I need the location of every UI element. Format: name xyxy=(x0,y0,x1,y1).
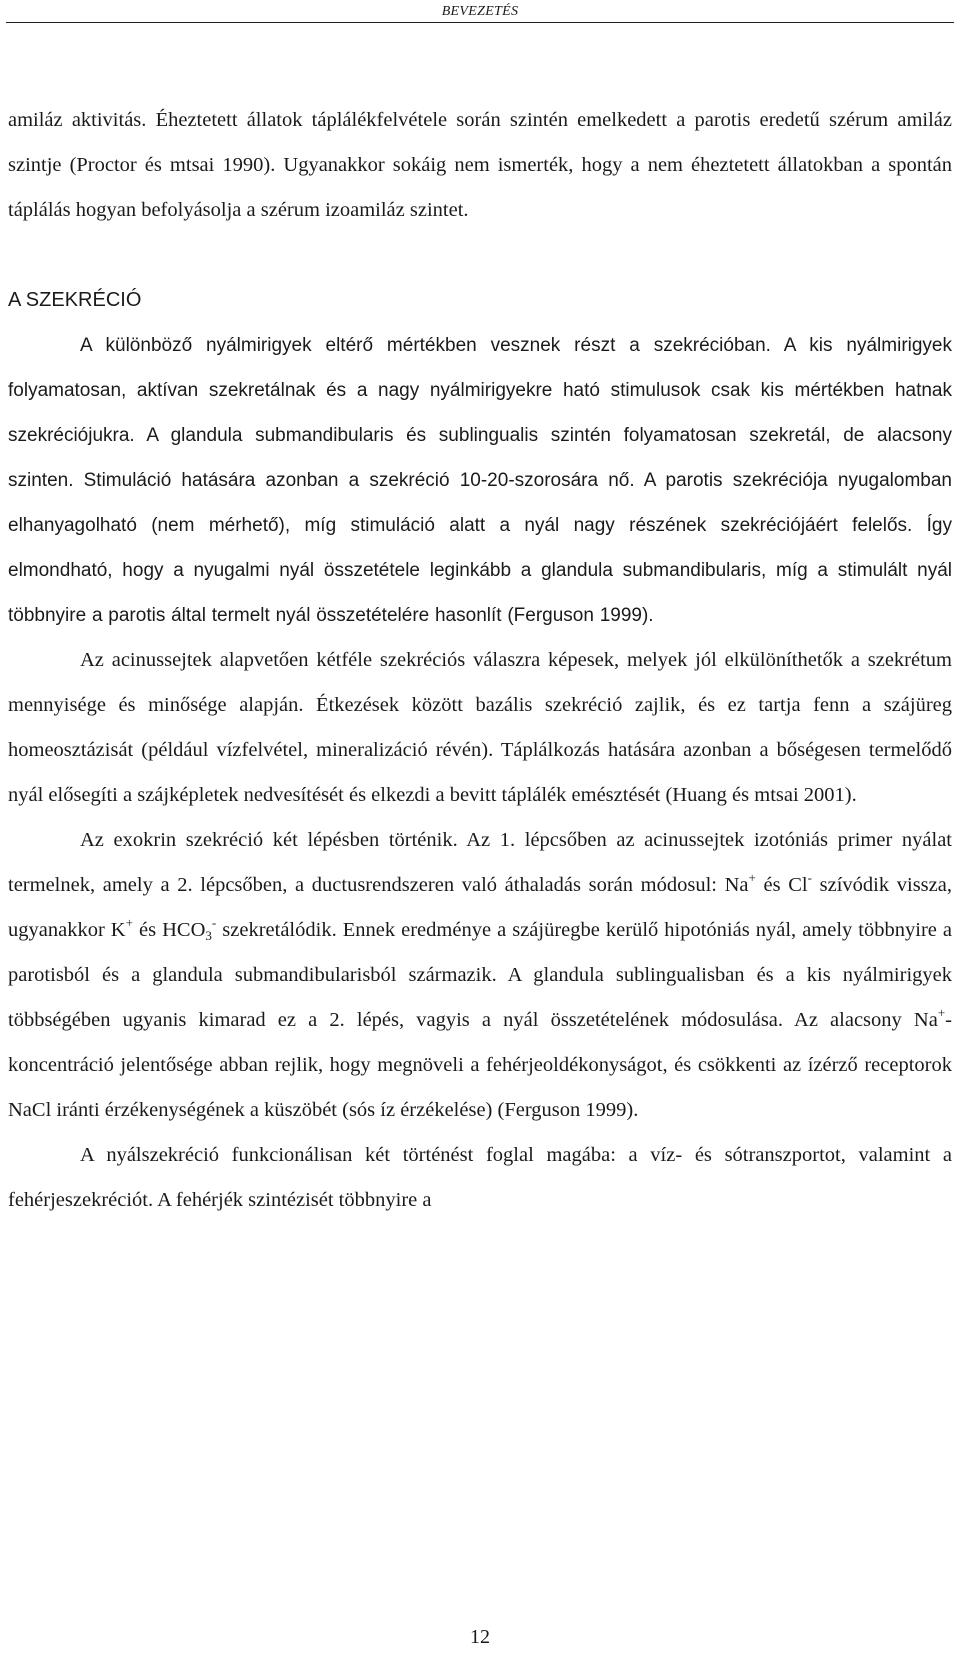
page-number: 12 xyxy=(470,1626,490,1648)
paragraph-exocrine-secretion xyxy=(8,818,952,1133)
paragraph-gland-secretion xyxy=(8,323,952,638)
section-heading: A SZEKRÉCIÓ xyxy=(8,289,142,311)
subscript-index: 3 xyxy=(205,927,212,943)
text-run: szekretálódik. Ennek eredménye a szájüregbe kerülő hipotóniás nyál, amely többnyire a parotisból és a glandula submandibularisból származik. A glandula sublingualisban és a kis nyálmirigyek többségében ugyanis kimarad ez a 2. lépés, vagyis a nyál összetételének módosulása. Az alacsony Na xyxy=(8,919,953,1031)
paragraph-gland-secretion-text: A különböző nyálmirigyek eltérő mértékben vesznek részt a szekrécióban. A kis nyálmirigyek folyamatosan, aktívan szekretálnak és a nagy nyálmirigyekre ható stimulusok csak kis mértékben hatnak szekréciójukra. A glandula submandibularis és sublingualis szintén folyamatosan szekretál, de alacsony szinten. Stimuláció hatására azonban a szekréció 10-20-szorosára nő. xyxy=(8,335,952,491)
header-rule xyxy=(6,22,954,23)
paragraph-saliva-secretion: A nyálszekréció funkcionálisan két történést foglal magába: a víz- és sótranszportot, valamint a fehérjeszekréciót. A fehérjék szintézisét többnyire a xyxy=(8,1144,952,1211)
text-run: Az exokrin szekréció két lépésben történik. Az 1. lépcsőben az acinussejtek izotóniás primer nyálat termelnek, amely a 2. lépcsőben, a ductusrendszeren való áthaladás során módosul: Na xyxy=(8,829,952,896)
text-run: és HCO xyxy=(132,919,206,941)
sans-serif-block xyxy=(8,323,952,638)
superscript-charge: + xyxy=(125,914,133,930)
page-body xyxy=(8,98,952,1223)
paragraph-acinar-cells: Az acinussejtek alapvetően kétféle szekréciós válaszra képesek, melyek jól elkülöníthetők a szekrétum mennyisége és minősége alapján. Étkezések között bazális szekréció zajlik, és ez tartja fenn a szájüreg homeosztázisát (például vízfelvétel, mineralizáció révén). Táplálkozás hatására azonban a bőségesen termelődő nyál elősegíti a szájképletek nedvesítését és elkezdi a bevitt táplálék emésztését (Huang és mtsai 2001). xyxy=(8,649,952,806)
superscript-charge: + xyxy=(937,1004,946,1020)
superscript-charge: - xyxy=(211,914,217,930)
text-run: -koncentráció jelentősége abban rejlik, hogy megnöveli a fehérjeoldékonyságot, és csökkenti az ízérző receptorok NaCl iránti érzékenységének a küszöbét (sós íz érzékelése) (Ferguson 1999). xyxy=(8,1009,952,1121)
paragraph-amylase-activity: amiláz aktivitás. Éheztetett állatok táplálékfelvétele során szintén emelkedett a parotis eredetű szérum amiláz szintje (Proctor és mtsai 1990). Ugyanakkor sokáig nem ismerték, hogy a nem éheztetett állatokban a spontán táplálás hogyan befolyásolja a szérum izoamiláz szintet. xyxy=(8,109,952,221)
text-run: szívódik vissza, ugyanakkor K xyxy=(8,874,952,941)
running-header: BEVEZETÉS xyxy=(441,4,519,19)
text-run: és Cl xyxy=(755,874,808,896)
superscript-charge: + xyxy=(748,869,756,885)
paragraph-parotid-text: A parotis szekréciója nyugalomban elhanyagolható (nem mérhető), míg stimuláció alatt a nyál nagy részének szekréciójáért felelős. Így elmondható, hogy a nyugalmi nyál összetétele leginkább a glandula submandibularis, míg a stimulált nyál többnyire a parotis által termelt nyál összetételére hasonlít (Ferguson 1999). xyxy=(8,470,952,626)
superscript-charge: - xyxy=(807,869,812,885)
